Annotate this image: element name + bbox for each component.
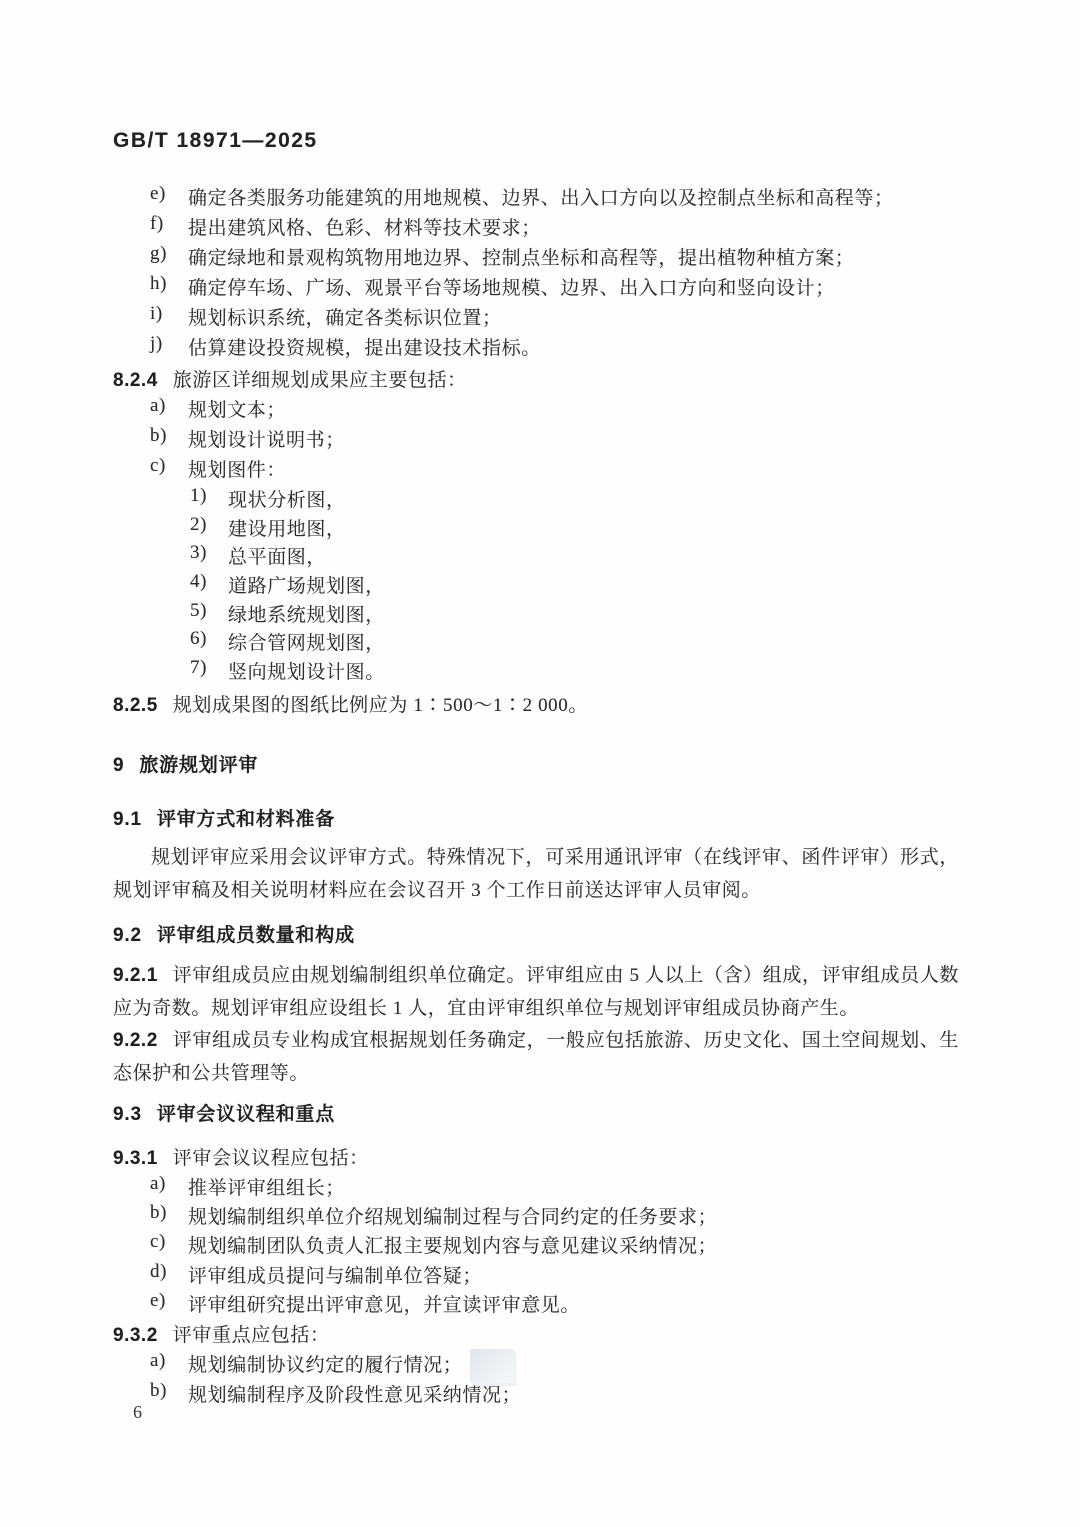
- list-item-931-e: [150, 1290, 580, 1317]
- list-item-label: f): [150, 213, 164, 234]
- sub-item-text: 现状分析图，: [228, 490, 346, 511]
- list-item-text: 提出建筑风格、色彩、材料等技术要求；: [188, 218, 541, 239]
- list-item-h: [150, 273, 835, 300]
- sub-item-3: [190, 542, 326, 569]
- list-item-text: 确定各类服务功能建筑的用地规模、边界、出入口方向以及控制点坐标和高程等；: [188, 188, 894, 209]
- list-item-label: e): [150, 1290, 166, 1311]
- list-item-g: [150, 243, 854, 270]
- clause-9-2-1: [113, 960, 959, 1025]
- list-item-label: g): [150, 243, 168, 264]
- sub-item-text: 建设用地图，: [228, 519, 346, 540]
- sub-item-text: 综合管网规划图，: [228, 633, 385, 654]
- section-title: 评审组成员数量和构成: [156, 925, 355, 946]
- list-item-b: [150, 425, 345, 452]
- list-item-e: [150, 183, 894, 210]
- clause-9-3-1: [113, 1143, 369, 1170]
- clause-number: 9.2.2: [113, 1030, 158, 1051]
- list-item-c: [150, 455, 286, 482]
- list-item-931-d: [150, 1261, 482, 1288]
- watermark-artifact: [470, 1349, 514, 1383]
- section-number: 9.3: [113, 1104, 142, 1125]
- list-item-label: h): [150, 273, 168, 294]
- page-number: 6: [133, 1402, 142, 1422]
- clause-number: 9.3.2: [113, 1325, 158, 1346]
- list-item-i: [150, 303, 502, 330]
- clause-text: 评审组成员应由规划编制组织单位确定。评审组应由 5 人以上（含）组成，评审组成员人数应为奇数。规划评审组应设组长 1 人，宜由评审组织单位与规划评审组成员协商产生。: [113, 965, 959, 1019]
- clause-text: 旅游区详细规划成果应主要包括：: [172, 370, 467, 391]
- section-number: 9.2: [113, 925, 142, 946]
- list-item-label: c): [150, 455, 166, 476]
- section-title: 旅游规划评审: [139, 755, 259, 776]
- list-item-text: 评审组成员提问与编制单位答疑；: [188, 1266, 483, 1287]
- clause-9-2-2: [113, 1025, 959, 1090]
- clause-8-2-5: [113, 690, 588, 717]
- section-heading-9-1: [113, 804, 335, 831]
- sub-item-label: 2): [190, 514, 208, 535]
- list-item-label: i): [150, 303, 163, 324]
- sub-item-4: [190, 571, 385, 598]
- document-code-header: GB/T 18971—2025: [113, 129, 318, 152]
- list-item-text: 规划文本；: [188, 400, 287, 421]
- sub-item-text: 竖向规划设计图。: [228, 662, 385, 683]
- list-item-f: [150, 213, 541, 240]
- clause-number: 9.3.1: [113, 1148, 158, 1169]
- sub-item-5: [190, 600, 385, 627]
- section-number: 9.1: [113, 809, 142, 830]
- list-item-label: a): [150, 395, 166, 416]
- clause-number: 9.2.1: [113, 965, 158, 986]
- list-item-text: 规划编制协议约定的履行情况；: [188, 1355, 463, 1376]
- list-item-label: b): [150, 1202, 168, 1223]
- list-item-label: a): [150, 1173, 166, 1194]
- section-title: 评审会议议程和重点: [156, 1104, 336, 1125]
- clause-number: 8.2.5: [113, 695, 158, 716]
- sub-item-label: 4): [190, 571, 208, 592]
- sub-item-text: 道路广场规划图，: [228, 576, 385, 597]
- sub-item-text: 绿地系统规划图，: [228, 605, 385, 626]
- clause-text: 评审重点应包括：: [172, 1325, 330, 1346]
- list-item-text: 确定停车场、广场、观景平台等场地规模、边界、出入口方向和竖向设计；: [188, 278, 835, 299]
- sub-item-label: 7): [190, 657, 208, 678]
- section-heading-9-3: [113, 1099, 335, 1126]
- section-heading-9-2: [113, 920, 355, 947]
- list-item-text: 确定绿地和景观构筑物用地边界、控制点坐标和高程等，提出植物种植方案；: [188, 248, 855, 269]
- clause-9-3-2: [113, 1320, 330, 1347]
- list-item-text: 评审组研究提出评审意见，并宣读评审意见。: [188, 1295, 581, 1316]
- list-item-label: j): [150, 333, 163, 354]
- sub-item-1: [190, 485, 346, 512]
- clause-text: 评审组成员专业构成宜根据规划任务确定，一般应包括旅游、历史文化、国土空间规划、生态保护和公共管理等。: [113, 1030, 959, 1084]
- list-item-label: b): [150, 425, 168, 446]
- list-item-label: c): [150, 1231, 166, 1252]
- sub-item-label: 6): [190, 628, 208, 649]
- list-item-label: e): [150, 183, 166, 204]
- section-title: 评审方式和材料准备: [156, 809, 336, 830]
- list-item-931-c: [150, 1231, 717, 1258]
- list-item-text: 规划标识系统，确定各类标识位置；: [188, 308, 502, 329]
- list-item-text: 估算建设投资规模，提出建设技术指标。: [188, 338, 541, 359]
- sub-item-2: [190, 514, 346, 541]
- sub-item-6: [190, 628, 385, 655]
- section-number: 9: [113, 755, 125, 776]
- sub-item-7: [190, 657, 385, 684]
- list-item-text: 规划设计说明书；: [188, 430, 345, 451]
- list-item-a: [150, 395, 286, 422]
- sub-item-label: 1): [190, 485, 208, 506]
- list-item-932-a: [150, 1350, 462, 1377]
- paragraph-9-1: 规划评审应采用会议评审方式。特殊情况下，可采用通讯评审（在线评审、函件评审）形式，规划评审稿及相关说明材料应在会议召开 3 个工作日前送达评审人员审阅。: [113, 847, 959, 901]
- list-item-931-a: [150, 1173, 345, 1200]
- list-item-text: 规划编制程序及阶段性意见采纳情况；: [188, 1385, 522, 1406]
- clause-8-2-4: [113, 365, 467, 392]
- clause-number: 8.2.4: [113, 370, 158, 391]
- list-item-932-b: [150, 1380, 521, 1407]
- list-item-label: d): [150, 1261, 168, 1282]
- list-item-text: 规划图件：: [188, 460, 287, 481]
- list-item-text: 规划编制团队负责人汇报主要规划内容与意见建议采纳情况；: [188, 1236, 718, 1257]
- list-item-text: 规划编制组织单位介绍规划编制过程与合同约定的任务要求；: [188, 1207, 718, 1228]
- list-item-j: [150, 333, 541, 360]
- sub-item-label: 5): [190, 600, 208, 621]
- section-heading-9: [113, 750, 258, 777]
- list-item-label: b): [150, 1380, 168, 1401]
- list-item-931-b: [150, 1202, 717, 1229]
- clause-text: 评审会议议程应包括：: [172, 1148, 369, 1169]
- sub-item-label: 3): [190, 542, 208, 563]
- sub-item-text: 总平面图，: [228, 547, 327, 568]
- clause-text: 规划成果图的图纸比例应为 1∶500～1∶2 000。: [172, 695, 588, 716]
- list-item-label: a): [150, 1350, 166, 1371]
- list-item-text: 推举评审组组长；: [188, 1178, 345, 1199]
